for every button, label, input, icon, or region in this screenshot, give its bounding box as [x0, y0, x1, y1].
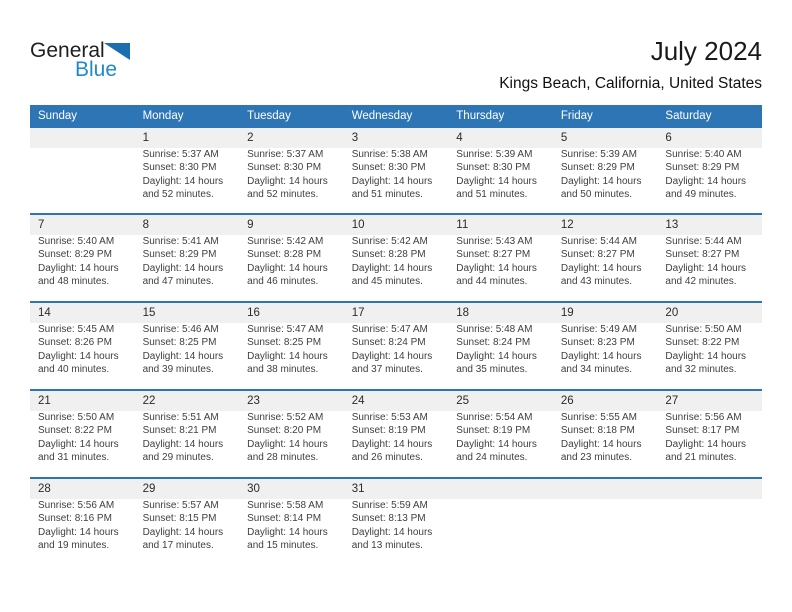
- day-info-line: and 26 minutes.: [351, 452, 423, 464]
- day-info-line: and 23 minutes.: [560, 452, 633, 464]
- day-info-line: Daylight: 14 hours: [142, 350, 224, 362]
- day-cell-empty: [657, 479, 762, 565]
- day-info-line: Daylight: 14 hours: [665, 350, 747, 362]
- general-blue-logo: [30, 40, 140, 86]
- day-cell-22: [135, 391, 240, 477]
- day-info-line: Sunrise: 5:56 AM: [665, 412, 742, 423]
- day-info-line: Sunrise: 5:40 AM: [38, 236, 115, 247]
- day-info-line: Sunset: 8:16 PM: [38, 513, 112, 525]
- day-info-line: Daylight: 14 hours: [38, 438, 119, 450]
- day-info-line: Sunset: 8:21 PM: [142, 425, 217, 437]
- day-info-line: Sunrise: 5:59 AM: [351, 500, 428, 511]
- day-number: 25: [456, 395, 470, 407]
- day-info-line: and 13 minutes.: [351, 540, 423, 552]
- day-info-line: Daylight: 14 hours: [351, 438, 433, 450]
- day-number: 14: [38, 307, 51, 319]
- day-info-line: Daylight: 14 hours: [560, 262, 642, 274]
- day-info-line: and 50 minutes.: [560, 189, 633, 201]
- day-info-line: Sunrise: 5:39 AM: [560, 149, 637, 160]
- day-info-line: and 43 minutes.: [560, 276, 633, 288]
- day-info-line: Sunset: 8:30 PM: [351, 162, 426, 174]
- day-info-line: Daylight: 14 hours: [665, 438, 747, 450]
- day-info-line: and 38 minutes.: [247, 364, 319, 376]
- day-info-line: Daylight: 14 hours: [247, 438, 328, 450]
- calendar-table: [30, 105, 762, 565]
- day-number: 8: [142, 219, 149, 231]
- day-cell-3: [344, 128, 449, 213]
- page-title: July 2024: [650, 36, 762, 66]
- day-cell-28: [30, 479, 135, 565]
- day-info-line: and 21 minutes.: [665, 452, 737, 464]
- day-info-line: and 35 minutes.: [456, 364, 528, 376]
- day-info-line: Daylight: 14 hours: [351, 175, 433, 187]
- day-info-line: and 44 minutes.: [456, 276, 528, 288]
- day-number: 11: [456, 219, 469, 231]
- day-info-line: and 51 minutes.: [456, 189, 528, 201]
- day-number: 16: [247, 307, 260, 319]
- day-info-line: Sunrise: 5:48 AM: [456, 324, 533, 335]
- day-info-line: Sunset: 8:19 PM: [351, 425, 426, 437]
- day-info-line: Sunrise: 5:58 AM: [247, 500, 324, 511]
- day-info-line: Sunrise: 5:56 AM: [38, 500, 115, 511]
- day-cell-24: [344, 391, 449, 477]
- day-cell-5: [553, 128, 658, 213]
- day-cell-29: [135, 479, 240, 565]
- day-info-line: and 51 minutes.: [351, 189, 423, 201]
- day-info-line: Sunrise: 5:42 AM: [351, 236, 428, 247]
- day-number: 7: [38, 219, 45, 231]
- day-number: 12: [560, 219, 574, 231]
- day-info-line: Sunrise: 5:37 AM: [142, 149, 219, 160]
- day-info-line: Daylight: 14 hours: [142, 526, 224, 538]
- day-info-line: and 37 minutes.: [351, 364, 423, 376]
- day-info-line: Daylight: 14 hours: [456, 175, 537, 187]
- day-cell-16: [239, 303, 344, 389]
- day-info-line: Daylight: 14 hours: [38, 350, 119, 362]
- day-info-line: and 45 minutes.: [351, 276, 423, 288]
- calendar-week-row: [30, 213, 762, 301]
- day-info-line: Sunrise: 5:47 AM: [351, 324, 428, 335]
- weekday-header-sunday: Sunday: [38, 110, 78, 122]
- day-number: 30: [247, 483, 260, 495]
- day-number: 10: [351, 219, 365, 231]
- day-info-line: Sunset: 8:29 PM: [142, 249, 217, 261]
- day-info-line: Daylight: 14 hours: [247, 350, 328, 362]
- day-info-line: Daylight: 14 hours: [351, 526, 433, 538]
- day-info-line: Sunrise: 5:52 AM: [247, 412, 324, 423]
- day-info-line: and 32 minutes.: [665, 364, 737, 376]
- day-info-line: Sunrise: 5:42 AM: [247, 236, 324, 247]
- day-info-line: Sunrise: 5:57 AM: [142, 500, 219, 511]
- day-info-line: Sunrise: 5:45 AM: [38, 324, 115, 335]
- day-info-line: and 34 minutes.: [560, 364, 633, 376]
- day-info-line: and 17 minutes.: [142, 540, 214, 552]
- day-info-line: Daylight: 14 hours: [142, 175, 224, 187]
- day-number: 20: [665, 307, 679, 319]
- title-block: [262, 36, 762, 93]
- day-info-line: Sunset: 8:29 PM: [560, 162, 635, 174]
- day-cell-12: [553, 215, 658, 301]
- weekday-header-saturday: Saturday: [665, 110, 712, 122]
- day-info-line: and 24 minutes.: [456, 452, 528, 464]
- day-number: 3: [351, 132, 359, 144]
- day-info-line: Sunrise: 5:38 AM: [351, 149, 428, 160]
- day-cell-4: [448, 128, 553, 213]
- day-info-line: Sunset: 8:28 PM: [247, 249, 322, 261]
- day-info-line: Sunset: 8:27 PM: [560, 249, 635, 261]
- day-number: 26: [560, 395, 574, 407]
- day-info-line: Daylight: 14 hours: [351, 262, 433, 274]
- day-number: 13: [665, 219, 679, 231]
- day-info-line: Sunrise: 5:53 AM: [351, 412, 428, 423]
- day-info-line: and 39 minutes.: [142, 364, 214, 376]
- day-info-line: Sunrise: 5:41 AM: [142, 236, 219, 247]
- day-number: 1: [142, 132, 149, 144]
- weekday-header-monday: Monday: [142, 110, 184, 122]
- weekday-header-friday: Friday: [560, 110, 593, 122]
- weekday-header-tuesday: Tuesday: [247, 110, 291, 122]
- page-subtitle: Kings Beach, California, United States: [499, 75, 762, 92]
- day-info-line: Sunset: 8:25 PM: [142, 337, 217, 349]
- day-info-line: Sunset: 8:29 PM: [665, 162, 740, 174]
- day-info-line: and 48 minutes.: [38, 276, 110, 288]
- day-info-line: and 15 minutes.: [247, 540, 319, 552]
- day-number: 15: [142, 307, 156, 319]
- day-number: 6: [665, 132, 672, 144]
- day-cell-empty: [448, 479, 553, 565]
- day-info-line: Sunset: 8:18 PM: [560, 425, 635, 437]
- day-info-line: Sunrise: 5:50 AM: [38, 412, 115, 423]
- weekday-header-wednesday: Wednesday: [351, 110, 413, 122]
- day-cell-empty: [553, 479, 658, 565]
- day-info-line: and 31 minutes.: [38, 452, 110, 464]
- day-info-line: Daylight: 14 hours: [247, 262, 328, 274]
- day-info-line: Sunrise: 5:47 AM: [247, 324, 324, 335]
- day-info-line: Daylight: 14 hours: [665, 262, 747, 274]
- day-info-line: and 47 minutes.: [142, 276, 214, 288]
- day-info-line: Sunset: 8:22 PM: [665, 337, 740, 349]
- day-number: 29: [142, 483, 156, 495]
- day-info-line: Sunset: 8:30 PM: [456, 162, 531, 174]
- day-info-line: Sunrise: 5:46 AM: [142, 324, 219, 335]
- day-number: 24: [351, 395, 365, 407]
- day-info-line: Sunrise: 5:43 AM: [456, 236, 533, 247]
- day-info-line: and 29 minutes.: [142, 452, 214, 464]
- day-info-line: and 40 minutes.: [38, 364, 110, 376]
- logo-text-blue: Blue: [75, 58, 118, 81]
- day-info-line: Sunset: 8:27 PM: [456, 249, 531, 261]
- day-info-line: and 46 minutes.: [247, 276, 319, 288]
- day-cell-1: [135, 128, 240, 213]
- day-info-line: and 42 minutes.: [665, 276, 737, 288]
- day-cell-15: [135, 303, 240, 389]
- day-info-line: Sunrise: 5:50 AM: [665, 324, 742, 335]
- day-cell-21: [30, 391, 135, 477]
- day-info-line: Sunset: 8:19 PM: [456, 425, 531, 437]
- logo-text-general: General: [30, 39, 105, 62]
- day-cell-8: [135, 215, 240, 301]
- day-cell-27: [657, 391, 762, 477]
- day-cell-11: [448, 215, 553, 301]
- day-info-line: Daylight: 14 hours: [38, 262, 119, 274]
- calendar-week-row: [30, 301, 762, 389]
- day-info-line: Daylight: 14 hours: [560, 175, 642, 187]
- day-info-line: Daylight: 14 hours: [456, 262, 537, 274]
- day-info-line: Sunset: 8:30 PM: [247, 162, 322, 174]
- day-info-line: Daylight: 14 hours: [665, 175, 747, 187]
- calendar-weeks: [30, 128, 762, 565]
- day-number: 5: [560, 132, 568, 144]
- day-info-line: and 19 minutes.: [38, 540, 110, 552]
- day-info-line: Sunset: 8:22 PM: [38, 425, 112, 437]
- day-number: 9: [247, 219, 254, 231]
- day-info-line: Sunrise: 5:40 AM: [665, 149, 742, 160]
- day-number: 27: [665, 395, 679, 407]
- day-cell-26: [553, 391, 658, 477]
- day-info-line: Sunrise: 5:51 AM: [142, 412, 219, 423]
- day-info-line: Sunset: 8:17 PM: [665, 425, 740, 437]
- day-number: 21: [38, 395, 51, 407]
- day-info-line: Sunset: 8:24 PM: [351, 337, 426, 349]
- day-info-line: Sunset: 8:30 PM: [142, 162, 217, 174]
- day-info-line: Sunrise: 5:55 AM: [560, 412, 637, 423]
- day-info-line: Sunset: 8:23 PM: [560, 337, 635, 349]
- day-info-line: Daylight: 14 hours: [560, 350, 642, 362]
- day-number: 22: [142, 395, 156, 407]
- day-info-line: and 52 minutes.: [247, 189, 319, 201]
- weekday-header-row: [30, 105, 762, 128]
- day-cell-14: [30, 303, 135, 389]
- day-number: 28: [38, 483, 51, 495]
- day-info-line: and 49 minutes.: [665, 189, 737, 201]
- day-cell-13: [657, 215, 762, 301]
- day-info-line: Sunset: 8:24 PM: [456, 337, 531, 349]
- day-cell-empty: [30, 128, 135, 213]
- day-number: 23: [247, 395, 260, 407]
- weekday-header-thursday: Thursday: [456, 110, 505, 122]
- calendar-week-row: [30, 477, 762, 565]
- day-number: 31: [351, 483, 365, 495]
- day-cell-23: [239, 391, 344, 477]
- day-cell-9: [239, 215, 344, 301]
- day-cell-18: [448, 303, 553, 389]
- day-info-line: Daylight: 14 hours: [456, 438, 537, 450]
- day-info-line: Sunrise: 5:37 AM: [247, 149, 324, 160]
- day-cell-30: [239, 479, 344, 565]
- day-cell-20: [657, 303, 762, 389]
- calendar-week-row: [30, 389, 762, 477]
- day-info-line: Daylight: 14 hours: [38, 526, 119, 538]
- day-number: 4: [456, 132, 463, 144]
- day-number: 17: [351, 307, 365, 319]
- day-info-line: Sunset: 8:15 PM: [142, 513, 217, 525]
- day-info-line: Daylight: 14 hours: [456, 350, 537, 362]
- day-info-line: Daylight: 14 hours: [142, 262, 224, 274]
- day-info-line: and 28 minutes.: [247, 452, 319, 464]
- day-info-line: Sunset: 8:20 PM: [247, 425, 322, 437]
- day-info-line: and 52 minutes.: [142, 189, 214, 201]
- day-info-line: Sunset: 8:26 PM: [38, 337, 112, 349]
- day-cell-25: [448, 391, 553, 477]
- day-info-line: Daylight: 14 hours: [351, 350, 433, 362]
- day-info-line: Daylight: 14 hours: [142, 438, 224, 450]
- day-info-line: Daylight: 14 hours: [560, 438, 642, 450]
- day-info-line: Sunrise: 5:44 AM: [560, 236, 637, 247]
- day-info-line: Sunset: 8:25 PM: [247, 337, 322, 349]
- day-info-line: Sunset: 8:29 PM: [38, 249, 112, 261]
- day-info-line: Sunrise: 5:54 AM: [456, 412, 533, 423]
- day-info-line: Sunset: 8:28 PM: [351, 249, 426, 261]
- day-info-line: Sunset: 8:13 PM: [351, 513, 426, 525]
- calendar-week-row: [30, 128, 762, 213]
- day-info-line: Daylight: 14 hours: [247, 175, 328, 187]
- day-cell-2: [239, 128, 344, 213]
- day-cell-7: [30, 215, 135, 301]
- day-number: 19: [560, 307, 574, 319]
- day-cell-31: [344, 479, 449, 565]
- day-info-line: Sunrise: 5:44 AM: [665, 236, 742, 247]
- day-info-line: Sunset: 8:14 PM: [247, 513, 322, 525]
- day-info-line: Daylight: 14 hours: [247, 526, 328, 538]
- day-cell-6: [657, 128, 762, 213]
- day-number: 2: [247, 132, 254, 144]
- day-cell-17: [344, 303, 449, 389]
- day-cell-19: [553, 303, 658, 389]
- day-info-line: Sunset: 8:27 PM: [665, 249, 740, 261]
- day-cell-10: [344, 215, 449, 301]
- day-number: 18: [456, 307, 470, 319]
- day-info-line: Sunrise: 5:39 AM: [456, 149, 533, 160]
- day-info-line: Sunrise: 5:49 AM: [560, 324, 637, 335]
